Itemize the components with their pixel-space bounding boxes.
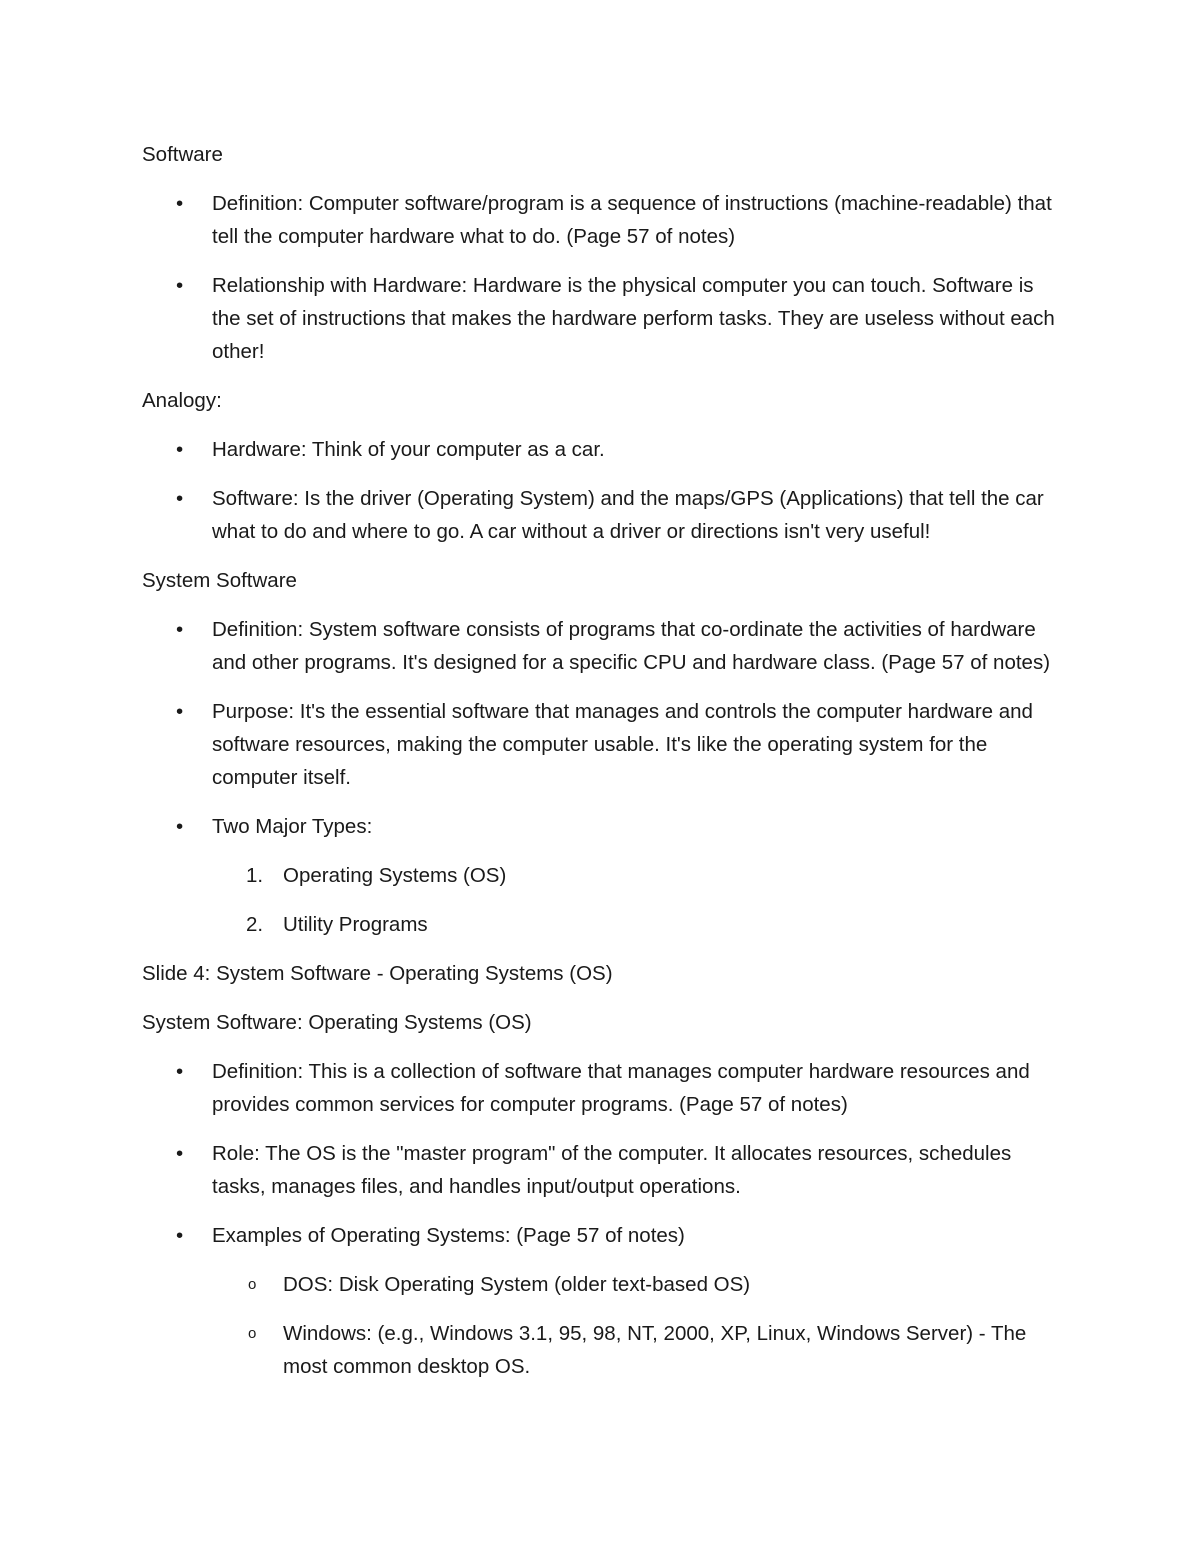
bullet-marker: • xyxy=(176,438,184,461)
circle-marker: o xyxy=(248,1276,257,1293)
list-item-text: Software: Is the driver (Operating System) and the maps/GPS (Applications) that tell the car what to do and where to go. A car without a driver or directions isn't very useful! xyxy=(212,487,1044,543)
bullet-marker: • xyxy=(176,1060,184,1083)
document-body xyxy=(142,138,1062,1399)
bullet-marker: • xyxy=(176,274,184,297)
list-item xyxy=(142,695,1062,794)
analogy-bullet-list xyxy=(142,433,1062,548)
operating-systems-bullet-list xyxy=(142,1055,1062,1252)
software-bullet-list xyxy=(142,187,1062,368)
list-item-text: Purpose: It's the essential software that manages and controls the computer hardware and software resources, making the computer usable. It's like the operating system for the computer itself. xyxy=(212,700,1033,789)
list-item-text: Two Major Types: xyxy=(212,815,373,838)
bullet-marker: • xyxy=(176,192,184,215)
list-item xyxy=(142,1219,1062,1252)
list-item xyxy=(142,269,1062,368)
slide-heading: Slide 4: System Software - Operating Systems (OS) xyxy=(142,962,613,985)
number-marker: 1. xyxy=(246,864,264,887)
bullet-marker: • xyxy=(176,815,184,838)
number-marker: 2. xyxy=(246,913,264,936)
bullet-marker: • xyxy=(176,1142,184,1165)
list-item xyxy=(142,187,1062,253)
list-item-text: Definition: System software consists of programs that co-ordinate the activities of hardware and other programs. It's designed for a specific CPU and hardware class. (Page 57 of notes) xyxy=(212,618,1051,674)
list-item xyxy=(142,1317,1062,1383)
list-item xyxy=(142,810,1062,843)
bullet-marker: • xyxy=(176,700,184,723)
list-item xyxy=(142,433,1062,466)
circle-marker: o xyxy=(248,1325,257,1342)
major-types-numbered-list xyxy=(142,859,1062,941)
bullet-marker: • xyxy=(176,487,184,510)
list-item-text: Examples of Operating Systems: (Page 57 of notes) xyxy=(212,1224,685,1247)
list-item xyxy=(142,859,1062,892)
list-item-text: Role: The OS is the "master program" of the computer. It allocates resources, schedules tasks, manages files, and handles input/output operations. xyxy=(212,1142,1012,1198)
section-heading-system-software: System Software xyxy=(142,569,297,592)
list-item xyxy=(142,613,1062,679)
system-software-bullet-list xyxy=(142,613,1062,843)
os-examples-list xyxy=(142,1268,1062,1383)
bullet-marker: • xyxy=(176,1224,184,1247)
list-item-text: Definition: Computer software/program is a sequence of instructions (machine-readable) that tell the computer hardware what to do. (Page 57 of notes) xyxy=(212,192,1052,248)
section-heading-analogy: Analogy: xyxy=(142,389,222,412)
list-item-text: DOS: Disk Operating System (older text-based OS) xyxy=(283,1273,751,1296)
section-heading-operating-systems: System Software: Operating Systems (OS) xyxy=(142,1011,532,1034)
list-item-text: Operating Systems (OS) xyxy=(283,864,507,887)
bullet-marker: • xyxy=(176,618,184,641)
list-item-text: Hardware: Think of your computer as a car. xyxy=(212,438,605,461)
list-item xyxy=(142,1137,1062,1203)
list-item xyxy=(142,1268,1062,1301)
list-item xyxy=(142,908,1062,941)
list-item-text: Windows: (e.g., Windows 3.1, 95, 98, NT, 2000, XP, Linux, Windows Server) - The most common desktop OS. xyxy=(283,1322,1027,1378)
list-item xyxy=(142,1055,1062,1121)
list-item-text: Definition: This is a collection of software that manages computer hardware resources and provides common services for computer programs. (Page 57 of notes) xyxy=(212,1060,1030,1116)
list-item xyxy=(142,482,1062,548)
list-item-text: Relationship with Hardware: Hardware is the physical computer you can touch. Software is the set of instructions that makes the hardware perform tasks. They are useless without each other! xyxy=(212,274,1055,363)
section-heading-software: Software xyxy=(142,143,223,166)
list-item-text: Utility Programs xyxy=(283,913,428,936)
